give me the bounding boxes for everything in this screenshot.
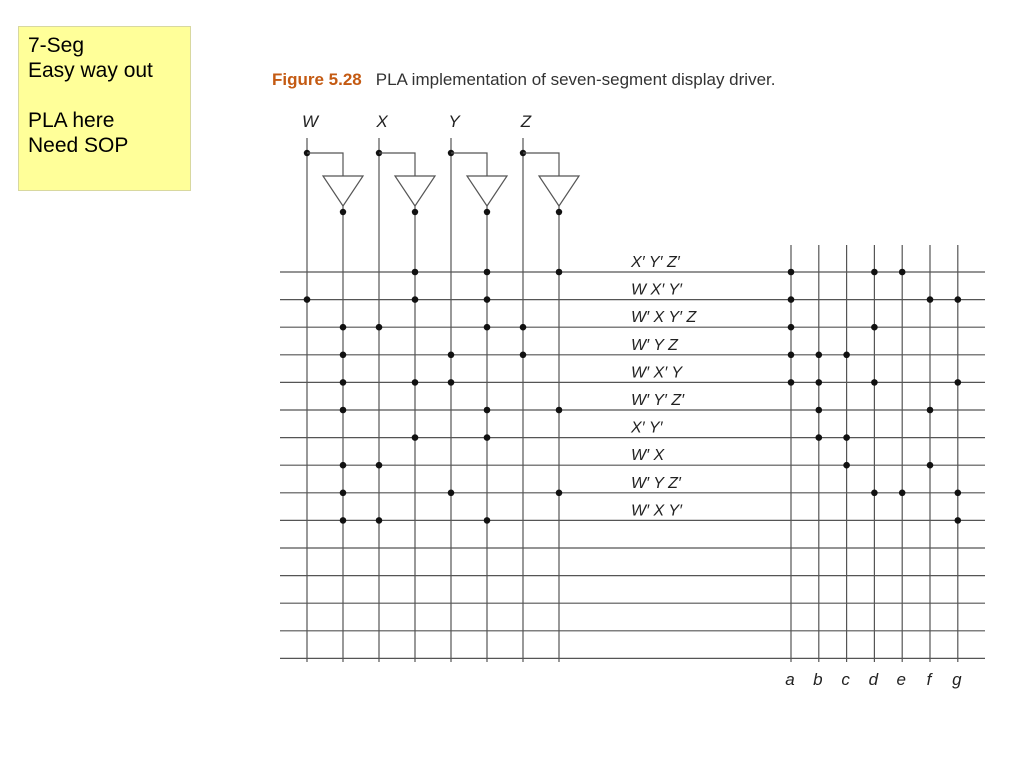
and-connection-dot [412,269,419,276]
inverter-bubble [556,209,562,215]
inverter-icon [323,176,363,206]
or-connection-dot [927,296,934,303]
inverter-icon [467,176,507,206]
or-connection-dot [788,296,795,303]
and-connection-dot [412,379,419,386]
and-connection-dot [376,462,383,469]
and-connection-dot [520,352,527,359]
and-connection-dot [448,379,455,386]
product-term-label: W′ X [631,447,665,465]
or-connection-dot [816,434,823,441]
product-term-label: W′ X′ Y [631,364,683,382]
note-line: 7-Seg [28,34,85,57]
or-connection-dot [899,490,906,497]
output-label: d [868,670,879,689]
or-connection-dot [788,269,795,276]
input-label: Y [448,112,460,131]
product-term-label: W′ Y′ Z′ [631,392,685,409]
or-connection-dot [927,462,934,469]
or-connection-dot [899,269,906,276]
or-connection-dot [955,379,962,386]
and-connection-dot [448,352,455,359]
inverter-bubble [340,209,346,215]
or-connection-dot [871,269,878,276]
or-connection-dot [843,434,850,441]
product-term-label: W X′ Y′ [631,281,683,299]
inverter-icon [539,176,579,206]
product-term-label: W′ Y Z′ [631,474,681,492]
output-label: f [926,670,932,689]
and-connection-dot [484,517,491,524]
or-connection-dot [955,490,962,497]
and-connection-dot [340,324,347,331]
product-term-label: W′ Y Z [631,336,678,354]
inverter-branch [379,153,415,176]
and-connection-dot [340,517,347,524]
inverter-branch [451,153,487,176]
and-connection-dot [556,407,563,414]
and-connection-dot [556,269,563,276]
product-term-label: W′ X Y′ [631,502,683,520]
or-connection-dot [816,352,823,359]
inverter-icon [395,176,435,206]
and-connection-dot [304,296,311,303]
and-connection-dot [484,324,491,331]
and-connection-dot [340,407,347,414]
and-connection-dot [484,407,491,414]
figure-title: PLA implementation of seven-segment display driver. [375,70,776,89]
and-connection-dot [340,462,347,469]
or-connection-dot [955,517,962,524]
figure-label: Figure 5.28 [272,70,362,89]
or-connection-dot [927,407,934,414]
note-line: Easy way out [28,59,153,82]
inverter-bubble [484,209,490,215]
and-connection-dot [412,434,419,441]
input-label: X [376,112,388,131]
inverter-branch [523,153,559,176]
or-connection-dot [788,352,795,359]
product-term-label: X′ Y′ [631,419,663,437]
and-connection-dot [448,490,455,497]
and-connection-dot [412,296,419,303]
and-connection-dot [520,324,527,331]
or-connection-dot [816,379,823,386]
or-connection-dot [788,324,795,331]
and-connection-dot [376,517,383,524]
note-line: Need SOP [28,134,129,157]
or-connection-dot [788,379,795,386]
input-label: Z [520,112,532,131]
and-connection-dot [340,490,347,497]
and-connection-dot [484,434,491,441]
inverter-bubble [412,209,418,215]
and-connection-dot [340,352,347,359]
or-connection-dot [871,324,878,331]
product-term-label: W′ X Y′ Z [631,309,697,327]
note-line: PLA here [28,109,115,132]
and-connection-dot [556,490,563,497]
or-connection-dot [843,352,850,359]
and-connection-dot [484,296,491,303]
inverter-branch [307,153,343,176]
output-label: c [841,670,850,689]
or-connection-dot [843,462,850,469]
output-label: a [785,670,795,689]
output-label: g [952,670,962,689]
or-connection-dot [871,379,878,386]
or-connection-dot [955,296,962,303]
and-connection-dot [484,269,491,276]
and-connection-dot [376,324,383,331]
product-term-label: X′ Y′ Z′ [631,254,680,271]
input-label: W [301,112,319,131]
or-connection-dot [871,490,878,497]
or-connection-dot [816,407,823,414]
output-label: b [813,670,823,689]
and-connection-dot [340,379,347,386]
output-label: e [896,670,906,689]
